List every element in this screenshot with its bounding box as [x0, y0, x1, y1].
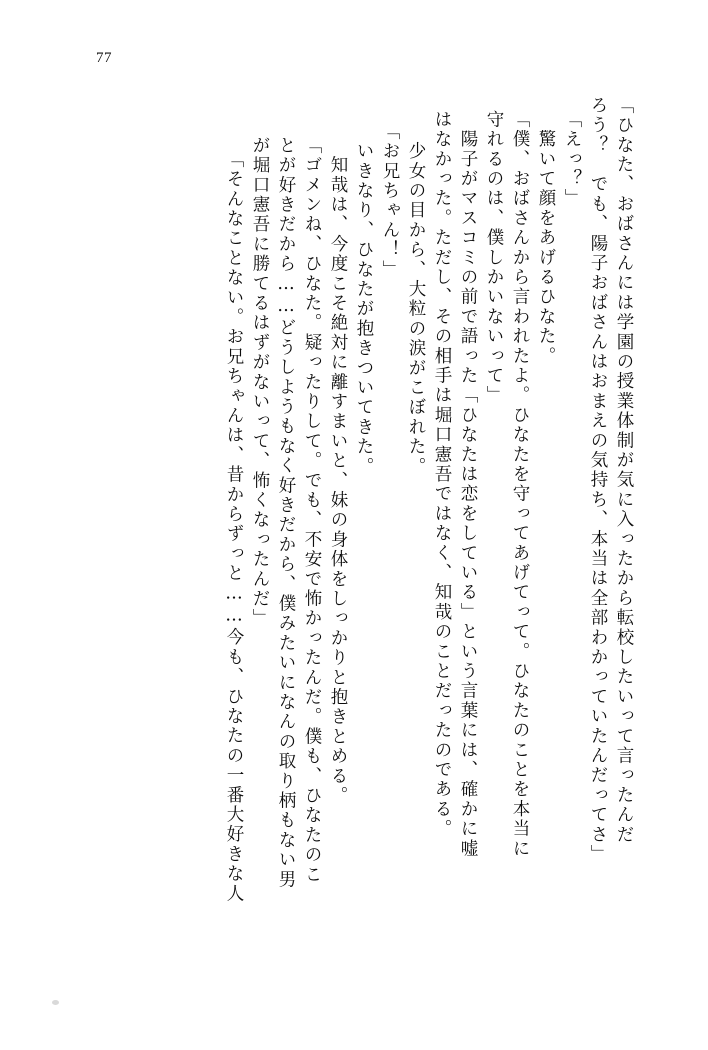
text-line: 「お兄ちゃん！」	[380, 122, 400, 280]
text-line: 少女の目から、大粒の涙がこぼれた。	[406, 122, 426, 477]
text-line: ろう？ でも、陽子おばさんはおまえの気持ち、本当は全部わかっていたんだってさ」	[588, 96, 608, 865]
text-line: いきなり、ひなたが抱きついてきた。	[354, 122, 374, 477]
text-line: 守れるのは、僕しかいないって」	[484, 110, 504, 406]
text-line: 「ひなた、おばさんには学園の授業体制が気に入ったから転校したいって言ったんだ	[614, 96, 634, 845]
text-line: とが好きだから……どうしようもなく好きだから、僕みたいになんの取り柄もない男	[276, 136, 296, 890]
text-line: 知哉は、今度こそ絶対に離すまいと、妹の身体をしっかりと抱きとめる。	[328, 136, 348, 806]
page-number: 77	[96, 50, 112, 66]
text-line: 「そんなことない。お兄ちゃんは、昔からずっと……今も、ひなたの一番大好きな人	[224, 150, 244, 904]
text-line: 「ゴメンね、ひなた。疑ったりして。でも、不安で怖かったんだ。僕も、ひなたのこ	[302, 136, 322, 885]
text-line: 「僕、おばさんから言われたよ。ひなたを守ってあげてって。ひなたのことを本当に	[510, 110, 530, 859]
text-line: はなかった。ただし、その相手は堀口憲吾ではなく、知哉のことだったのである。	[432, 110, 452, 839]
text-line: 陽子がマスコミの前で語った「ひなたは恋をしている」という言葉には、確かに嘘	[458, 110, 478, 859]
text-line: 「えっ？」	[562, 110, 582, 209]
scan-speck	[52, 1000, 59, 1005]
text-line: 驚いて顔をあげるひなた。	[536, 110, 556, 367]
text-line: が堀口憲吾に勝てるはずがないって、怖くなったんだ」	[250, 136, 270, 629]
vertical-text-block	[72, 96, 632, 976]
